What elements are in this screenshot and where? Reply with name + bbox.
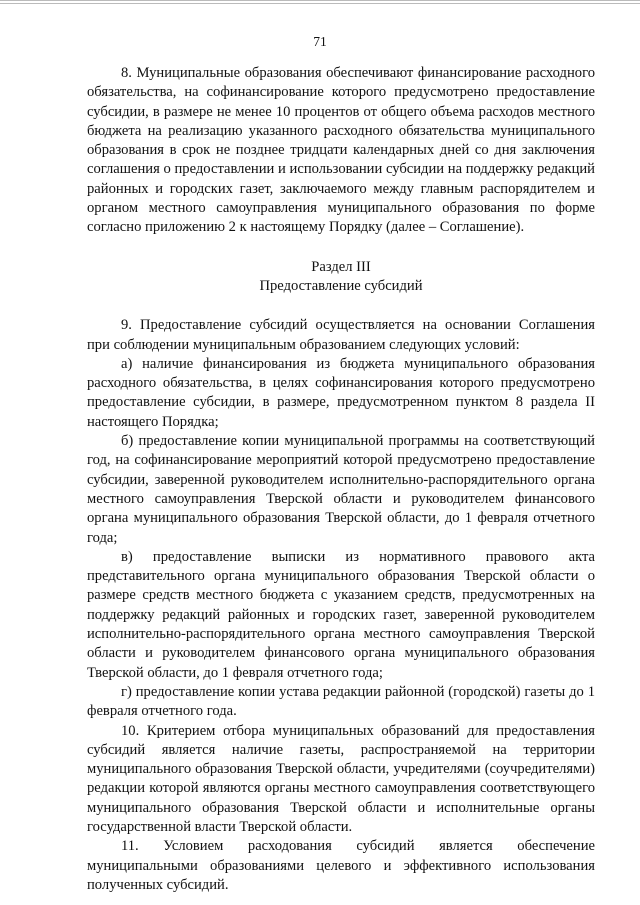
paragraph-8: 8. Муниципальные образования обеспечивают финансирование расходного обязательства, на софинансирование которого предусмотрено предоставление субсидии, в размере не менее 10 процентов от общего объема расходов местного бюджета на реализацию указанного расходного обязательства муниципального образования в срок не позднее тридцати календарных дней со дня заключения соглашения о предоставлении и использовании субсидии на поддержку редакций районных и городских газет, заключаемого между главным распорядителем и органом местного самоуправления муниципального образования по форме согласно приложению 2 к настоящему Порядку (далее – Соглашение).	[87, 65, 595, 236]
section-heading	[87, 258, 595, 297]
page-number: 71	[313, 34, 327, 49]
scan-top-edge	[0, 0, 640, 4]
paragraph-11: 11. Условием расходования субсидий является обеспечение муниципальными образованиями целевого и эффективного использования полученных субсидий.	[87, 838, 595, 893]
paragraph-9a: а) наличие финансирования из бюджета муниципального образования расходного обязательства, в целях софинансирования которого предусмотрено предоставление субсидии, в размере, предусмотренном пунктом 8 раздела II настоящего Порядка;	[87, 355, 595, 430]
paragraph-9: 9. Предоставление субсидий осуществляется на основании Соглашения при соблюдении муниципальным образованием следующих условий:	[87, 317, 595, 353]
paragraph-9d: г) предоставление копии устава редакции районной (городской) газеты до 1 февраля отчетного года.	[87, 683, 595, 720]
paragraph-9c: в) предоставление выписки из нормативного правового акта представительного органа муниципального образования Тверской области о размере средств местного бюджета с указанием средств, предусмотренных на поддержку редакций районных и городских газет, заверенной руководителем исполнительно-распорядительного органа местного самоуправления Тверской области и руководителем финансового органа муниципального образования Тверской области, до 1 февраля отчетного года;	[87, 548, 595, 681]
section-label: Раздел III	[311, 258, 371, 275]
section-title: Предоставление субсидий	[259, 277, 423, 294]
paragraph-10: 10. Критерием отбора муниципальных образований для предоставления субсидий является наличие газеты, распространяемой на территории муниципального образования Тверской области, учредителями (соучредителями) редакции которой являются органы местного самоуправления соответствующего муниципального образования Тверской области и исполнительные органы государственной власти Тверской области.	[87, 722, 595, 835]
document-body	[87, 64, 595, 895]
paragraph-9b: б) предоставление копии муниципальной программы на соответствующий год, на софинансирование мероприятий которой предусмотрено предоставление субсидии, заверенной руководителем исполнительно-распорядительного органа местного самоуправления Тверской области и руководителем финансового органа муниципального образования Тверской области, до 1 февраля отчетного года;	[87, 433, 595, 546]
